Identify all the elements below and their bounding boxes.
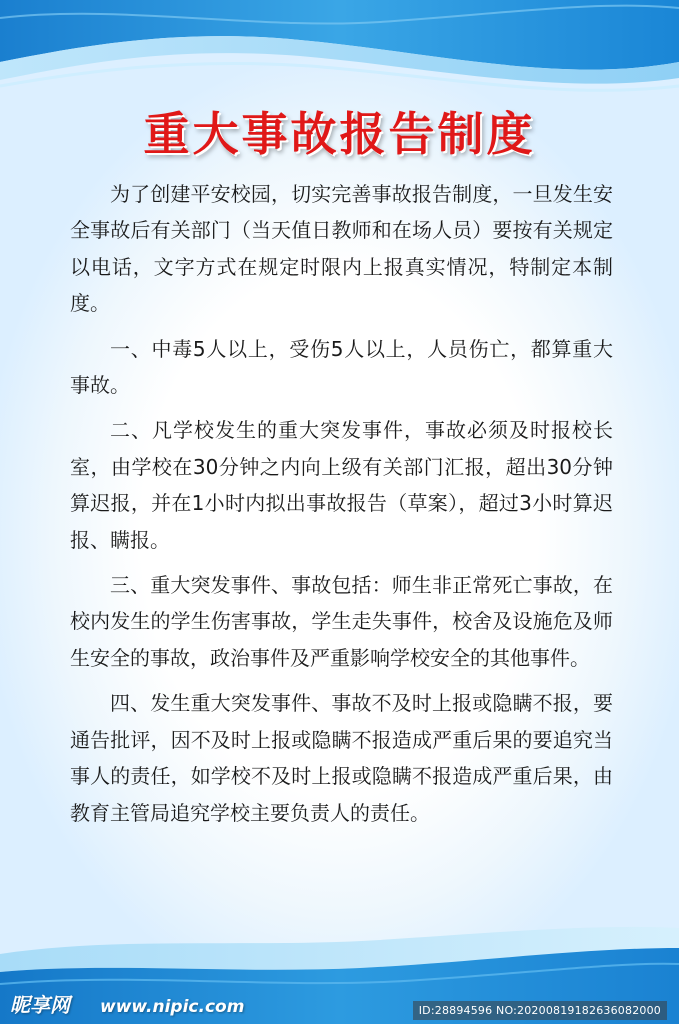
rule-4-paragraph: 四、发生重大突发事件、事故不及时上报或隐瞒不报，要通告批评，因不及时上报或隐瞒不报造成严重后果的要追究当事人的责任，如学校不及时上报或隐瞒不报造成严重后果，由教育主管局追究学校主要负责人的责任。 — [70, 691, 613, 825]
document-body — [70, 176, 613, 840]
watermark-id: ID:28894596 NO:20200819182636082000 — [413, 1001, 667, 1020]
intro-paragraph: 为了创建平安校园，切实完善事故报告制度，一旦发生安全事故后有关部门（当天值日教师和在场人员）要按有关规定以电话，文字方式在规定时限内上报真实情况，特制定本制度。 — [70, 182, 613, 316]
watermark-logo: 昵享网 — [10, 993, 70, 1017]
rule-3-paragraph: 三、重大突发事件、事故包括：师生非正常死亡事故，在校内发生的学生伤害事故，学生走失事件，校舍及设施危及师生安全的事故，政治事件及严重影响学校安全的其他事件。 — [70, 573, 613, 670]
rule-2-paragraph: 二、凡学校发生的重大突发事件，事故必须及时报校长室，由学校在30分钟之内向上级有关部门汇报，超出30分钟算迟报，并在1小时内拟出事故报告（草案），超过3小时算迟报、瞒报。 — [70, 418, 613, 552]
watermark-url: www.nipic.com — [100, 997, 245, 1017]
page-title: 重大事故报告制度 — [143, 107, 536, 161]
rule-1-paragraph: 一、中毒5人以上，受伤5人以上，人员伤亡，都算重大事故。 — [70, 336, 613, 398]
